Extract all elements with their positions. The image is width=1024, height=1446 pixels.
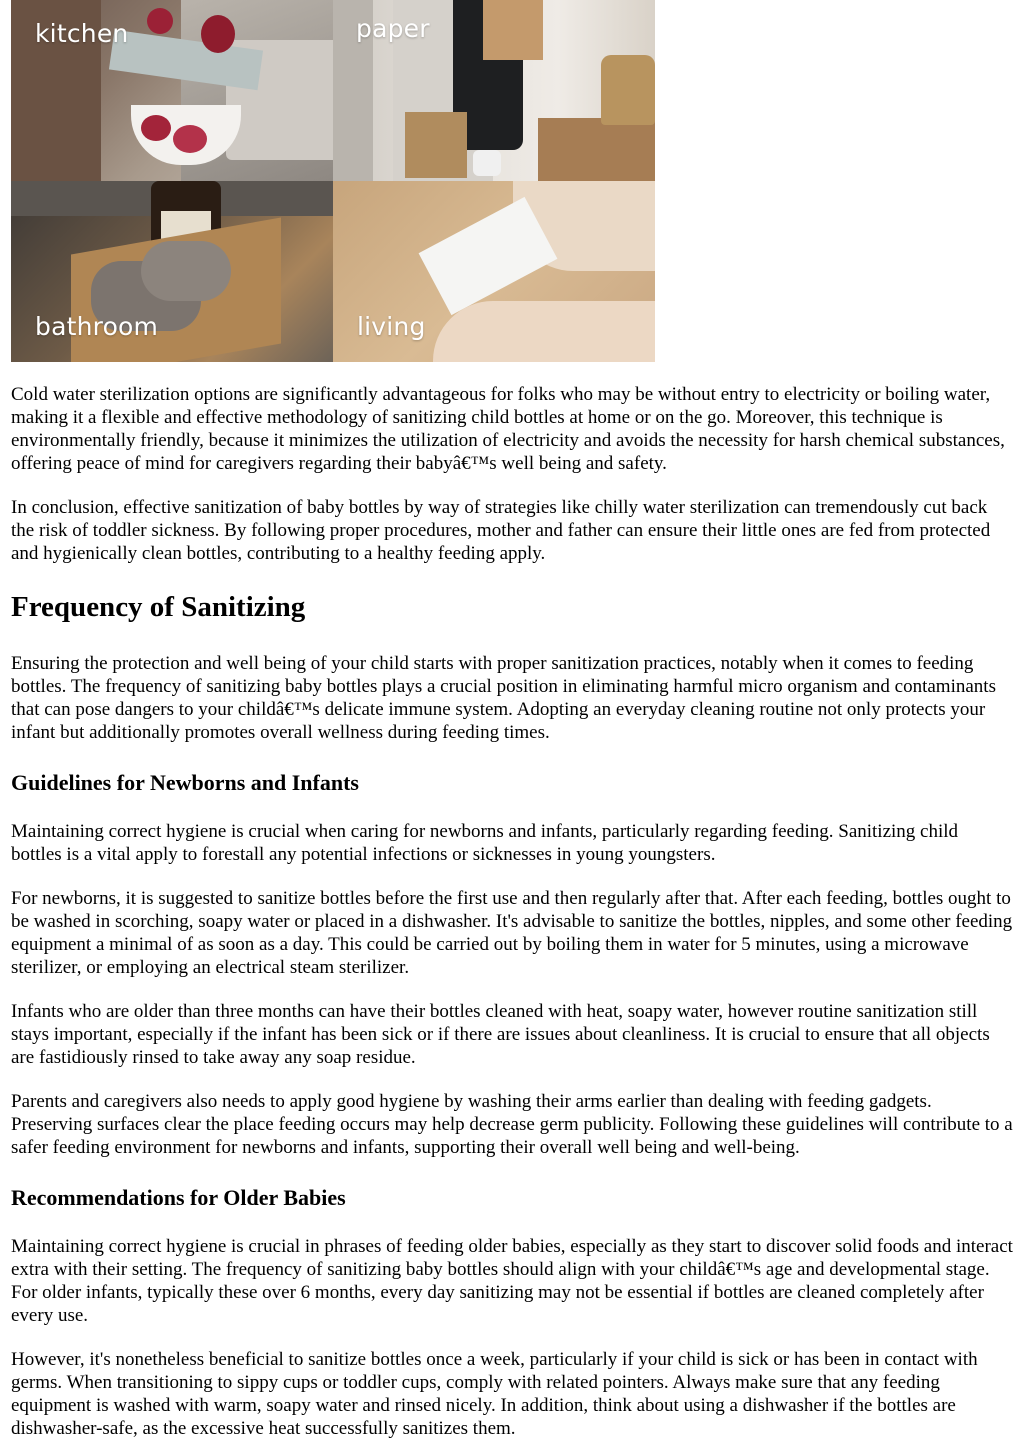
kitchen-photo [11, 0, 333, 181]
paper-photo [333, 0, 655, 181]
newborns-paragraph-4: Parents and caregivers also needs to apply good hygiene by washing their arms earlier than dealing with feeding gadgets. Preserving surfaces clear the place feeding occurs may help decrease germ publicity. Following these guidelines will contribute to a safer feeding environment for newborns and infants, supporting their overall well being and well-being. [11, 1091, 1013, 1158]
newborns-heading: Guidelines for Newborns and Infants [11, 770, 359, 795]
frequency-heading: Frequency of Sanitizing [11, 591, 306, 623]
older-babies-paragraph-2: However, it's nonetheless beneficial to sanitize bottles once a week, particularly if your child is sick or has been in contact with germs. When transitioning to sippy cups or toddler cups, comply with related pointers. Always make sure that any feeding equipment is washed with warm, soapy water and rinsed nicely. In addition, think about using a dishwasher if the bottles are dishwasher-safe, as the excessive heat successfully sanitizes them. [11, 1349, 978, 1439]
article-page [11, 0, 1013, 1440]
kitchen-label: kitchen [35, 19, 129, 48]
older-babies-heading: Recommendations for Older Babies [11, 1185, 346, 1210]
intro-paragraph-1: Cold water sterilization options are significantly advantageous for folks who may be without entry to electricity or boiling water, making it a flexible and effective methodology of sanitizing child bottles at home or on the go. Moreover, this technique is environmentally friendly, because it minimizes the utilization of electricity and avoids the necessity for harsh chemical substances, offering peace of mind for caregivers regarding their babyâ€™s well being and safety. [11, 384, 1005, 474]
newborns-paragraph-1: Maintaining correct hygiene is crucial when caring for newborns and infants, particularly regarding feeding. Sanitizing child bottles is a vital apply to forestall any potential infections or sicknesses in young youngsters. [11, 821, 959, 865]
living-photo [333, 181, 655, 362]
bathroom-label: bathroom [35, 312, 159, 341]
paper-label: paper [356, 14, 430, 43]
room-collage-image [11, 0, 655, 362]
older-babies-paragraph-1: Maintaining correct hygiene is crucial in phrases of feeding older babies, especially as they start to discover solid foods and interact extra with their setting. The frequency of sanitizing baby bottles should align with your childâ€™s age and developmental stage. For older infants, typically these over 6 months, every day sanitizing may not be essential if bottles are cleaned completely after every use. [11, 1236, 1013, 1326]
newborns-paragraph-2: For newborns, it is suggested to sanitize bottles before the first use and then regularly after that. After each feeding, bottles ought to be washed in scorching, soapy water or placed in a dishwasher. It's advisable to sanitize the bottles, nipples, and some other feeding equipment a minimal of as soon as a day. This could be carried out by boiling them in water for 5 minutes, using a microwave sterilizer, or employing an electrical steam sterilizer. [11, 888, 1013, 978]
newborns-paragraph-3: Infants who are older than three months can have their bottles cleaned with heat, soapy water, however routine sanitization still stays important, especially if the infant has been sick or if there are issues about cleanliness. It is crucial to ensure that all objects are fastidiously rinsed to take away any soap residue. [11, 1001, 990, 1068]
bathroom-photo [11, 181, 333, 362]
intro-paragraph-2: In conclusion, effective sanitization of baby bottles by way of strategies like chilly water sterilization can tremendously cut back the risk of toddler sickness. By following proper procedures, mother and father can ensure their little ones are fed from protected and hygienically clean bottles, contributing to a healthy feeding apply. [11, 497, 991, 564]
frequency-paragraph: Ensuring the protection and well being of your child starts with proper sanitization practices, notably when it comes to feeding bottles. The frequency of sanitizing baby bottles plays a crucial position in eliminating harmful micro organism and contaminants that can pose dangers to your childâ€™s delicate immune system. Adopting an everyday cleaning routine not only protects your infant but additionally promotes overall wellness during feeding times. [11, 653, 996, 743]
living-label: living [357, 312, 426, 341]
